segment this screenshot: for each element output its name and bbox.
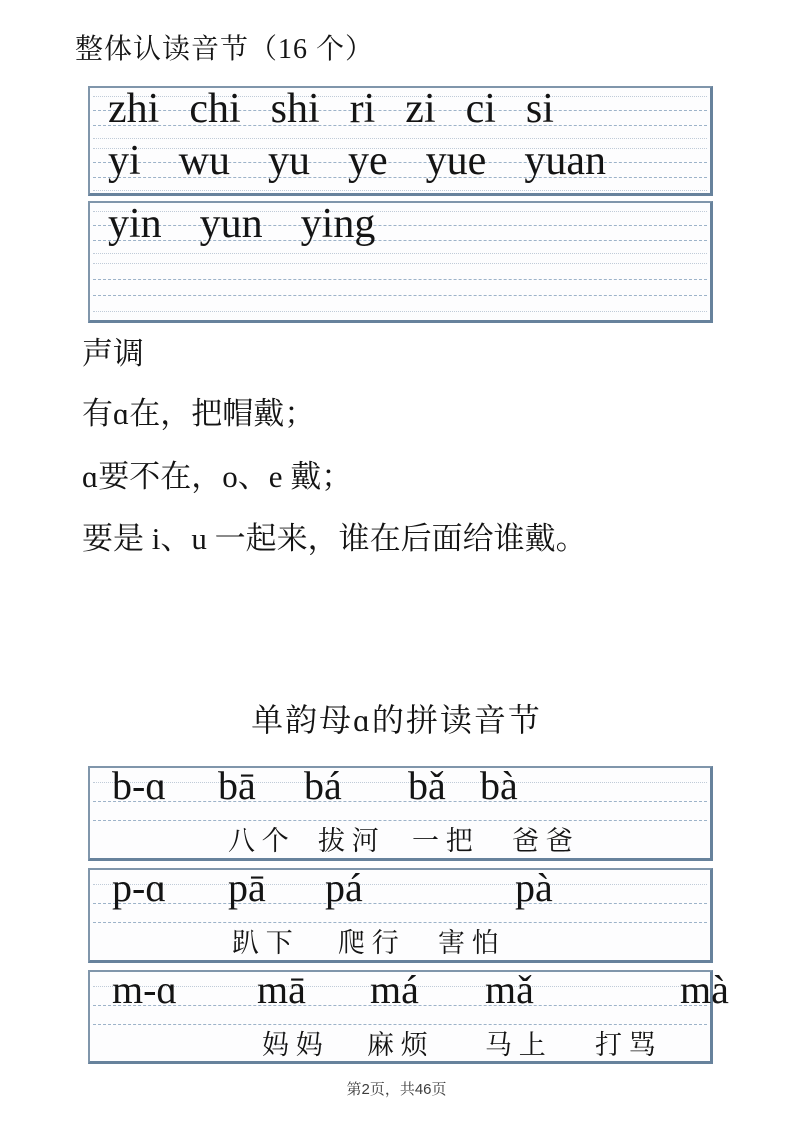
syllable: chi	[189, 86, 241, 132]
syllable: yun	[199, 201, 263, 247]
syllable: má	[370, 967, 419, 1012]
example-word: 害 怕	[438, 928, 499, 958]
example-word: 爸 爸	[512, 826, 573, 856]
syllable: bǎ	[408, 763, 446, 808]
example-words-line	[112, 924, 706, 962]
pinyin-grid-row	[90, 203, 710, 255]
grid-line	[93, 922, 707, 923]
syllable: m-ɑ	[112, 967, 178, 1012]
spelling-box-m	[88, 967, 729, 1064]
grid-line	[93, 253, 707, 254]
syllable: pá	[325, 865, 363, 910]
syllable: mǎ	[485, 967, 534, 1012]
syllable: bā	[218, 763, 256, 808]
syllable: wu	[178, 138, 231, 184]
grid-line	[93, 311, 707, 312]
example-word: 八 个	[228, 826, 289, 856]
syllable: pà	[515, 865, 553, 910]
whole-syllables-box-2	[88, 201, 713, 323]
grid-line	[93, 190, 707, 191]
pinyin-line	[112, 763, 706, 808]
syllable: p-ɑ	[112, 865, 167, 910]
grid-line	[93, 263, 707, 264]
empty-grid-row	[90, 255, 710, 321]
syllable-line	[108, 88, 554, 131]
example-word: 马 上	[485, 1030, 546, 1060]
syllable: ci	[465, 86, 496, 132]
pinyin-grid-row	[90, 967, 729, 1026]
syllable: yi	[108, 138, 141, 184]
example-word: 妈 妈	[262, 1030, 323, 1060]
syllable: zi	[405, 86, 436, 132]
page-title: 整体认读音节（16 个）	[75, 34, 375, 65]
syllable-line	[108, 203, 375, 246]
syllable: mā	[257, 967, 306, 1012]
syllable: yin	[108, 201, 162, 247]
syllable: bà	[480, 763, 518, 808]
pinyin-grid-row	[90, 865, 710, 924]
example-words-line	[112, 822, 706, 860]
pinyin-grid-row	[90, 763, 710, 822]
grid-line	[93, 1024, 707, 1025]
grid-line	[93, 820, 707, 821]
syllable-line	[108, 140, 606, 183]
tones-rhyme-line: 有ɑ在，把帽戴；	[82, 396, 316, 431]
spelling-box-b	[88, 763, 713, 861]
syllable: shi	[270, 86, 320, 132]
example-word: 爬 行	[338, 928, 399, 958]
syllable: ying	[300, 201, 376, 247]
syllable: ri	[349, 86, 376, 132]
example-word: 打 骂	[595, 1030, 656, 1060]
syllable: ye	[348, 138, 388, 184]
syllable: bá	[304, 763, 342, 808]
tones-rhyme-line: ɑ要不在，o、e 戴；	[82, 459, 353, 494]
whole-syllables-box-1	[88, 86, 713, 196]
spelling-box-p	[88, 865, 713, 963]
syllable: mà	[680, 967, 729, 1012]
pinyin-grid-row	[90, 140, 710, 192]
example-words-line	[112, 1026, 706, 1064]
page-number-footer: 第2页，共46页	[346, 1081, 447, 1098]
example-word: 麻 烦	[367, 1030, 428, 1060]
syllable: b-ɑ	[112, 763, 167, 808]
example-word: 趴 下	[232, 928, 293, 958]
section-title: 单韵母ɑ的拼读音节	[251, 702, 542, 738]
syllable: yue	[425, 138, 487, 184]
syllable: si	[525, 86, 554, 132]
example-word: 一 把	[412, 826, 473, 856]
pinyin-line	[112, 865, 706, 910]
example-word: 拔 河	[318, 826, 379, 856]
tones-rhyme-line: 要是 i、u 一起来，谁在后面给谁戴。	[82, 521, 587, 556]
grid-line	[93, 279, 707, 280]
syllable: zhi	[108, 86, 160, 132]
pinyin-line	[112, 967, 729, 1012]
syllable: pā	[228, 865, 266, 910]
syllable: yu	[268, 138, 311, 184]
pinyin-grid-row	[90, 88, 710, 140]
syllable: yuan	[524, 138, 606, 184]
grid-line	[93, 295, 707, 296]
tones-heading: 声调	[82, 336, 144, 371]
